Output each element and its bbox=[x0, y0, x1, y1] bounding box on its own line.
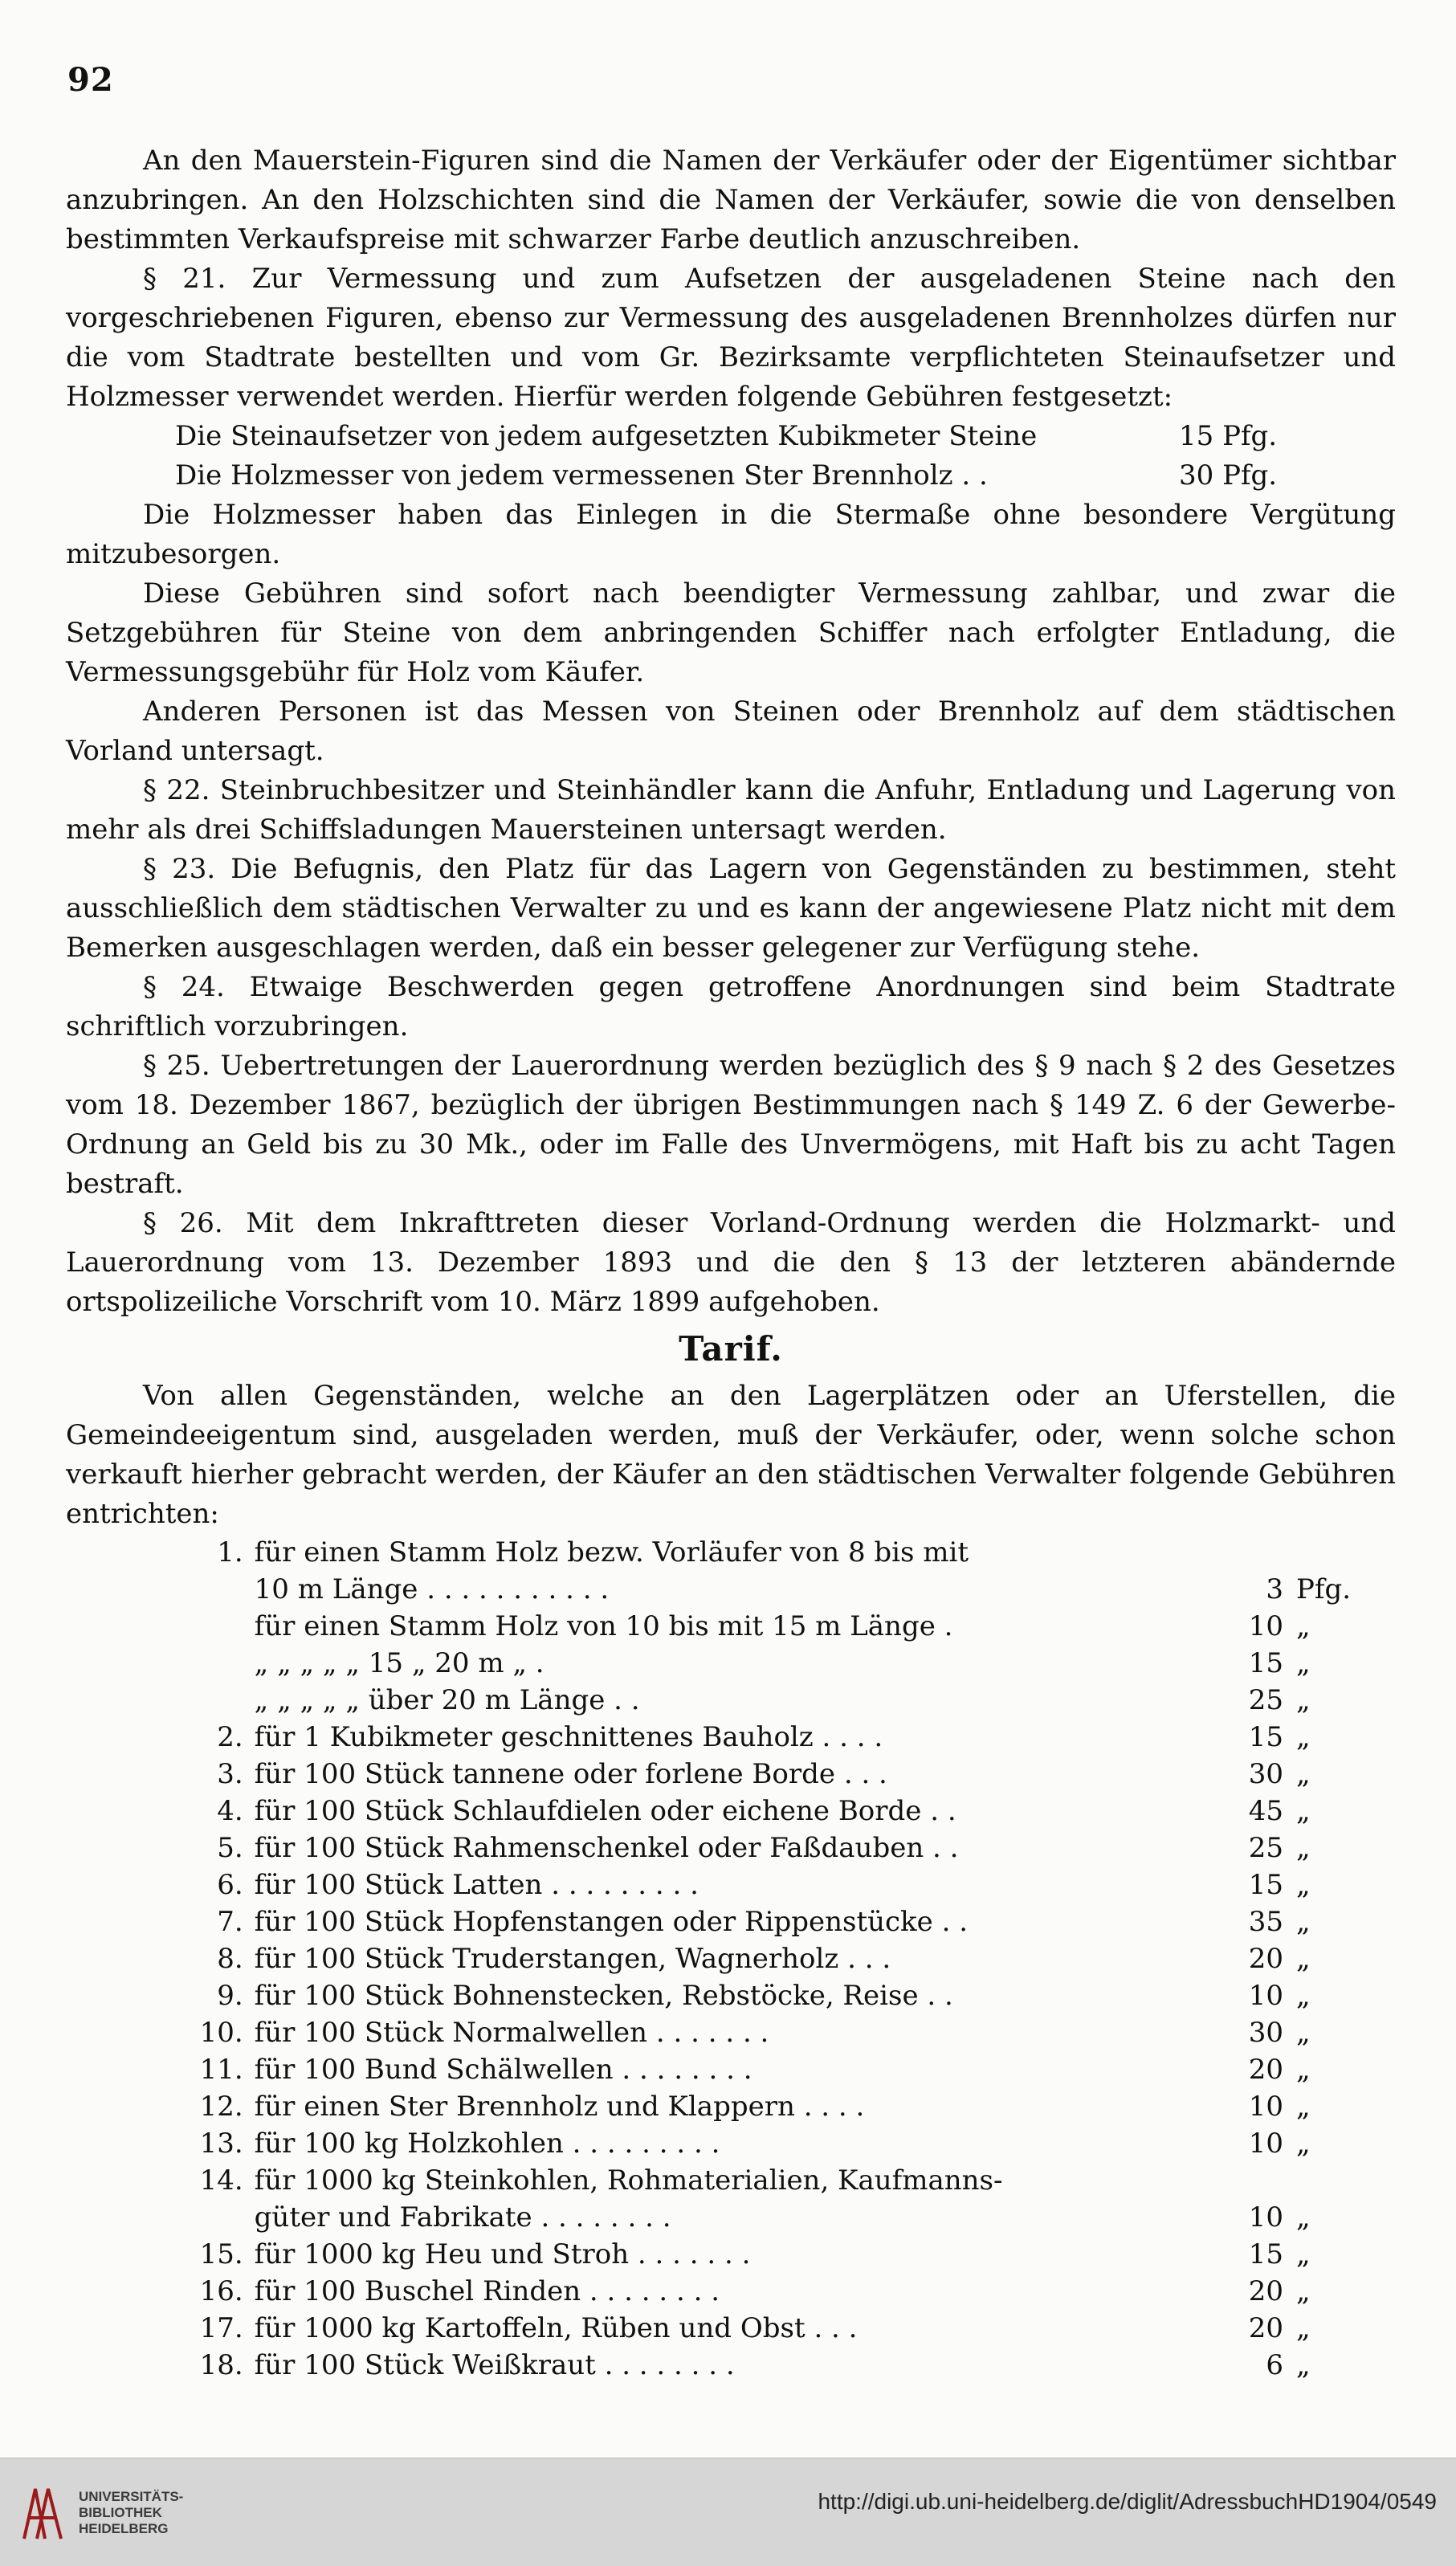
fee-price: 15 Pfg. bbox=[1179, 420, 1278, 452]
tarif-item-unit: „ bbox=[1296, 2091, 1311, 2123]
logo-line: BIBLIOTHEK bbox=[79, 2505, 162, 2520]
tarif-item-unit: „ bbox=[1296, 1906, 1311, 1938]
tarif-item-unit: „ bbox=[1296, 1869, 1311, 1901]
tarif-item-number: 4. bbox=[217, 1795, 243, 1827]
tarif-item-number: 10. bbox=[199, 2017, 243, 2049]
tarif-item-value: 6 bbox=[1266, 2349, 1283, 2381]
tarif-item-number: 7. bbox=[217, 1906, 243, 1938]
tarif-item-value: 15 bbox=[1248, 1721, 1283, 1753]
tarif-item-description: für 100 Stück Latten . . . . . . . . . bbox=[254, 1869, 699, 1901]
tarif-item-unit: „ bbox=[1296, 2017, 1311, 2049]
tarif-item-value: 45 bbox=[1248, 1795, 1283, 1827]
tarif-item-value: 10 bbox=[1248, 2201, 1283, 2234]
tarif-item-description: für 100 Stück Weißkraut . . . . . . . . bbox=[254, 2349, 735, 2381]
tarif-row bbox=[175, 1903, 1364, 1940]
tarif-item-unit: „ bbox=[1296, 1795, 1311, 1827]
tarif-item-description: güter und Fabrikate . . . . . . . . bbox=[254, 2201, 671, 2234]
page-number: 92 bbox=[67, 61, 114, 99]
tarif-item-description: „ „ „ „ „ 15 „ 20 m „ . bbox=[254, 1647, 544, 1679]
tarif-item-number: 1. bbox=[217, 1536, 243, 1569]
tarif-item-unit: Pfg. bbox=[1296, 1573, 1352, 1605]
tarif-item-number bbox=[175, 1682, 255, 1719]
tarif-item-number: 11. bbox=[199, 2054, 243, 2086]
tarif-item-description: für einen Ster Brennholz und Klappern . . . . bbox=[254, 2091, 865, 2123]
tarif-item-description: für 1000 kg Heu und Stroh . . . . . . . bbox=[254, 2238, 751, 2270]
tarif-row bbox=[175, 2273, 1364, 2310]
tarif-table bbox=[175, 1534, 1364, 2384]
tarif-item-number: 9. bbox=[217, 1980, 243, 2012]
tarif-row bbox=[175, 1793, 1364, 1830]
paragraph-gebuehren: Diese Gebühren sind sofort nach beendigter Vermessung zahlbar, und zwar die Setzgebühren für Steine von dem anbringenden Schiffer nach erfolgter Entladung, die Vermessungsgebühr für Holz vom Käufer. bbox=[66, 577, 1396, 688]
tarif-item-description: für 1 Kubikmeter geschnittenes Bauholz . . . . bbox=[254, 1721, 883, 1753]
tarif-item-unit: „ bbox=[1296, 2275, 1311, 2307]
paragraph-section-26: § 26. Mit dem Inkrafttreten dieser Vorland-Ordnung werden die Holzmarkt- und Lauerordnung vom 13. Dezember 1893 und die den § 13 der letzteren abändernde ortspolizeiliche Vorschrift vom 10. März 1899 aufgehoben. bbox=[66, 1207, 1396, 1318]
tarif-item-unit: „ bbox=[1296, 1610, 1311, 1642]
tarif-row bbox=[175, 1977, 1364, 2014]
tarif-item-unit: „ bbox=[1296, 2349, 1311, 2381]
tarif-item-description: für 1000 kg Kartoffeln, Rüben und Obst . . . bbox=[254, 2312, 858, 2344]
footer-bar bbox=[0, 2458, 1456, 2566]
tarif-item-description: für einen Stamm Holz von 10 bis mit 15 m Länge . bbox=[254, 1610, 953, 1642]
tarif-row bbox=[175, 1719, 1364, 1756]
tarif-item-value: 10 bbox=[1248, 1980, 1283, 2012]
tarif-item-number: 17. bbox=[199, 2312, 243, 2344]
paragraph-section-25: § 25. Uebertretungen der Lauerordnung werden bezüglich des § 9 nach § 2 des Gesetzes vom 18. Dezember 1867, bezüglich der übrigen Bestimmungen nach § 149 Z. 6 der Gewerbe-Ordnung an Geld bis zu 30 Mk., oder im Falle des Unvermögens, mit Haft bis zu acht Tagen bestraft. bbox=[66, 1050, 1396, 1200]
tarif-item-unit: „ bbox=[1296, 1721, 1311, 1753]
paragraph-section-24: § 24. Etwaige Beschwerden gegen getroffene Anordnungen sind beim Stadtrate schriftlich vorzubringen. bbox=[66, 971, 1396, 1042]
tarif-item-description: für 100 Stück Truderstangen, Wagnerholz . . . bbox=[254, 1943, 891, 1975]
fee-description: Die Steinaufsetzer von jedem aufgesetzten Kubikmeter Steine bbox=[175, 420, 1038, 452]
tarif-item-unit: „ bbox=[1296, 2127, 1311, 2160]
tarif-item-value: 10 bbox=[1248, 2091, 1283, 2123]
tarif-item-unit: „ bbox=[1296, 1980, 1311, 2012]
tarif-item-description: „ „ „ „ „ über 20 m Länge . . bbox=[254, 1684, 640, 1716]
tarif-item-value bbox=[1198, 2162, 1296, 2199]
tarif-item-value: 35 bbox=[1248, 1906, 1283, 1938]
tarif-item-value: 20 bbox=[1248, 2054, 1283, 2086]
tarif-item-value: 25 bbox=[1248, 1684, 1283, 1716]
tarif-item-value: 10 bbox=[1248, 2127, 1283, 2160]
fee-price: 30 Pfg. bbox=[1179, 459, 1278, 492]
paragraph-andere-personen: Anderen Personen ist das Messen von Steinen oder Brennholz auf dem städtischen Vorland untersagt. bbox=[66, 696, 1396, 767]
library-logo-text bbox=[79, 2489, 183, 2537]
tarif-item-description: für 100 Buschel Rinden . . . . . . . . bbox=[254, 2275, 720, 2307]
tarif-row bbox=[175, 1940, 1364, 1977]
tarif-row bbox=[175, 2014, 1364, 2051]
tarif-item-unit: „ bbox=[1296, 2238, 1311, 2270]
tarif-item-description: für 100 Stück Normalwellen . . . . . . . bbox=[254, 2017, 769, 2049]
tarif-item-unit: „ bbox=[1296, 1684, 1311, 1716]
tarif-item-value: 10 bbox=[1248, 1610, 1283, 1642]
tarif-item-number: 13. bbox=[199, 2127, 243, 2160]
paragraph-names: An den Mauerstein-Figuren sind die Namen der Verkäufer oder der Eigentümer sichtbar anzubringen. An den Holzschichten sind die Namen der Verkäufer, sowie die von denselben bestimmten Verkaufspreise mit schwarzer Farbe deutlich anzuschreiben. bbox=[66, 145, 1396, 255]
tarif-item-value: 15 bbox=[1248, 1869, 1283, 1901]
fee-line bbox=[175, 456, 1299, 496]
logo-line: UNIVERSITÄTS- bbox=[79, 2489, 184, 2504]
tarif-item-value: 3 bbox=[1266, 1573, 1283, 1605]
tarif-row bbox=[175, 1866, 1364, 1903]
tarif-item-description: für 100 Stück tannene oder forlene Borde . . . bbox=[254, 1758, 887, 1790]
tarif-row bbox=[175, 2051, 1364, 2088]
tarif-item-value: 30 bbox=[1248, 1758, 1283, 1790]
tarif-item-description: für 1000 kg Steinkohlen, Rohmaterialien, Kaufmanns- bbox=[254, 2164, 1003, 2197]
tarif-item-unit: „ bbox=[1296, 2201, 1311, 2234]
tarif-item-number bbox=[175, 1645, 255, 1682]
paragraph-section-23: § 23. Die Befugnis, den Platz für das Lagern von Gegenständen zu bestimmen, steht ausschließlich dem städtischen Verwalter zu und es kann der angewiesene Platz nicht mit dem Bemerken ausgeschlagen werden, daß ein besser gelegener zur Verfügung stehe. bbox=[66, 853, 1396, 964]
tarif-item-unit: „ bbox=[1296, 1758, 1311, 1790]
tarif-item-unit bbox=[1296, 2162, 1364, 2199]
tarif-item-value: 20 bbox=[1248, 2312, 1283, 2344]
tarif-item-value: 20 bbox=[1248, 2275, 1283, 2307]
tarif-item-number bbox=[175, 1608, 255, 1645]
tarif-item-number bbox=[175, 2199, 255, 2236]
tarif-item-description: für einen Stamm Holz bezw. Vorläufer von 8 bis mit bbox=[254, 1536, 969, 1569]
tarif-item-description: für 100 Stück Hopfenstangen oder Rippenstücke . . bbox=[254, 1906, 969, 1938]
tarif-row bbox=[175, 1571, 1364, 1608]
tarif-item-value bbox=[1198, 1534, 1296, 1571]
tarif-item-number: 3. bbox=[217, 1758, 243, 1790]
tarif-row bbox=[175, 2088, 1364, 2125]
tarif-item-number: 6. bbox=[217, 1869, 243, 1901]
tarif-item-unit: „ bbox=[1296, 2312, 1311, 2344]
tarif-item-description: für 100 Bund Schälwellen . . . . . . . . bbox=[254, 2054, 752, 2086]
tarif-item-unit: „ bbox=[1296, 1943, 1311, 1975]
tarif-item-description: für 100 kg Holzkohlen . . . . . . . . . bbox=[254, 2127, 720, 2160]
tarif-item-description: für 100 Stück Schlaufdielen oder eichene Borde . . bbox=[254, 1795, 956, 1827]
paragraph-section-22: § 22. Steinbruchbesitzer und Steinhändler kann die Anfuhr, Entladung und Lagerung von mehr als drei Schiffsladungen Mauersteinen untersagt werden. bbox=[66, 774, 1396, 846]
tarif-row bbox=[175, 1756, 1364, 1793]
tarif-row bbox=[175, 1645, 1364, 1682]
tarif-item-value: 15 bbox=[1248, 2238, 1283, 2270]
tarif-intro: Von allen Gegenständen, welche an den Lagerplätzen oder an Uferstellen, die Gemeindeeigentum sind, ausgeladen werden, muß der Verkäufer, oder, wenn solche schon verkauft hierher gebracht werden, der Käufer an den städtischen Verwalter folgende Gebühren entrichten: bbox=[66, 1380, 1396, 1530]
tarif-row bbox=[175, 1534, 1364, 1571]
university-seal-icon bbox=[18, 2482, 67, 2542]
tarif-row bbox=[175, 1830, 1364, 1866]
tarif-row bbox=[175, 2125, 1364, 2162]
tarif-item-number: 14. bbox=[199, 2164, 243, 2197]
tarif-item-number: 18. bbox=[199, 2349, 243, 2381]
tarif-item-description: 10 m Länge . . . . . . . . . . . bbox=[254, 1573, 610, 1605]
tarif-row bbox=[175, 2199, 1364, 2236]
tarif-row bbox=[175, 2236, 1364, 2273]
tarif-item-value: 25 bbox=[1248, 1832, 1283, 1864]
tarif-item-number: 15. bbox=[199, 2238, 243, 2270]
tarif-item-value: 15 bbox=[1248, 1647, 1283, 1679]
tarif-item-number bbox=[175, 1571, 255, 1608]
body-text bbox=[66, 141, 1396, 2384]
tarif-row bbox=[175, 1682, 1364, 1719]
tarif-item-unit: „ bbox=[1296, 1832, 1311, 1864]
paragraph-holzmesser: Die Holzmesser haben das Einlegen in die Stermaße ohne besondere Vergütung mitzubesorgen. bbox=[66, 499, 1396, 570]
tarif-item-number: 8. bbox=[217, 1943, 243, 1975]
tarif-item-number: 2. bbox=[217, 1721, 243, 1753]
tarif-item-number: 12. bbox=[199, 2091, 243, 2123]
tarif-item-value: 30 bbox=[1248, 2017, 1283, 2049]
fee-description: Die Holzmesser von jedem vermessenen Ster Brennholz . . bbox=[175, 459, 988, 492]
tarif-row bbox=[175, 1608, 1364, 1645]
tarif-item-description: für 100 Stück Bohnenstecken, Rebstöcke, Reise . . bbox=[254, 1980, 953, 2012]
tarif-heading: Tarif. bbox=[679, 1329, 783, 1369]
source-url-link[interactable]: http://digi.ub.uni-heidelberg.de/diglit/AdressbuchHD1904/0549 bbox=[818, 2489, 1437, 2514]
tarif-item-number: 5. bbox=[217, 1832, 243, 1864]
fee-line bbox=[175, 417, 1299, 456]
tarif-item-description: für 100 Stück Rahmenschenkel oder Faßdauben . . bbox=[254, 1832, 959, 1864]
tarif-row bbox=[175, 2347, 1364, 2384]
tarif-item-number: 16. bbox=[199, 2275, 243, 2307]
tarif-row bbox=[175, 2310, 1364, 2347]
logo-line: HEIDELBERG bbox=[79, 2521, 169, 2536]
tarif-item-value: 20 bbox=[1248, 1943, 1283, 1975]
paragraph-section-21: § 21. Zur Vermessung und zum Aufsetzen der ausgeladenen Steine nach den vorgeschriebenen Figuren, ebenso zur Vermessung des ausgeladenen Brennholzes dürfen nur die vom Stadtrate bestellten und vom Gr. Bezirksamte verpflichteten Steinaufsetzer und Holzmesser verwendet werden. Hierfür werden folgende Gebühren festgesetzt: bbox=[66, 263, 1396, 413]
tarif-item-unit: „ bbox=[1296, 1647, 1311, 1679]
tarif-table-body bbox=[175, 1534, 1364, 2384]
tarif-item-unit: „ bbox=[1296, 2054, 1311, 2086]
tarif-row bbox=[175, 2162, 1364, 2199]
fee-list bbox=[66, 417, 1396, 496]
tarif-item-unit bbox=[1296, 1534, 1364, 1571]
